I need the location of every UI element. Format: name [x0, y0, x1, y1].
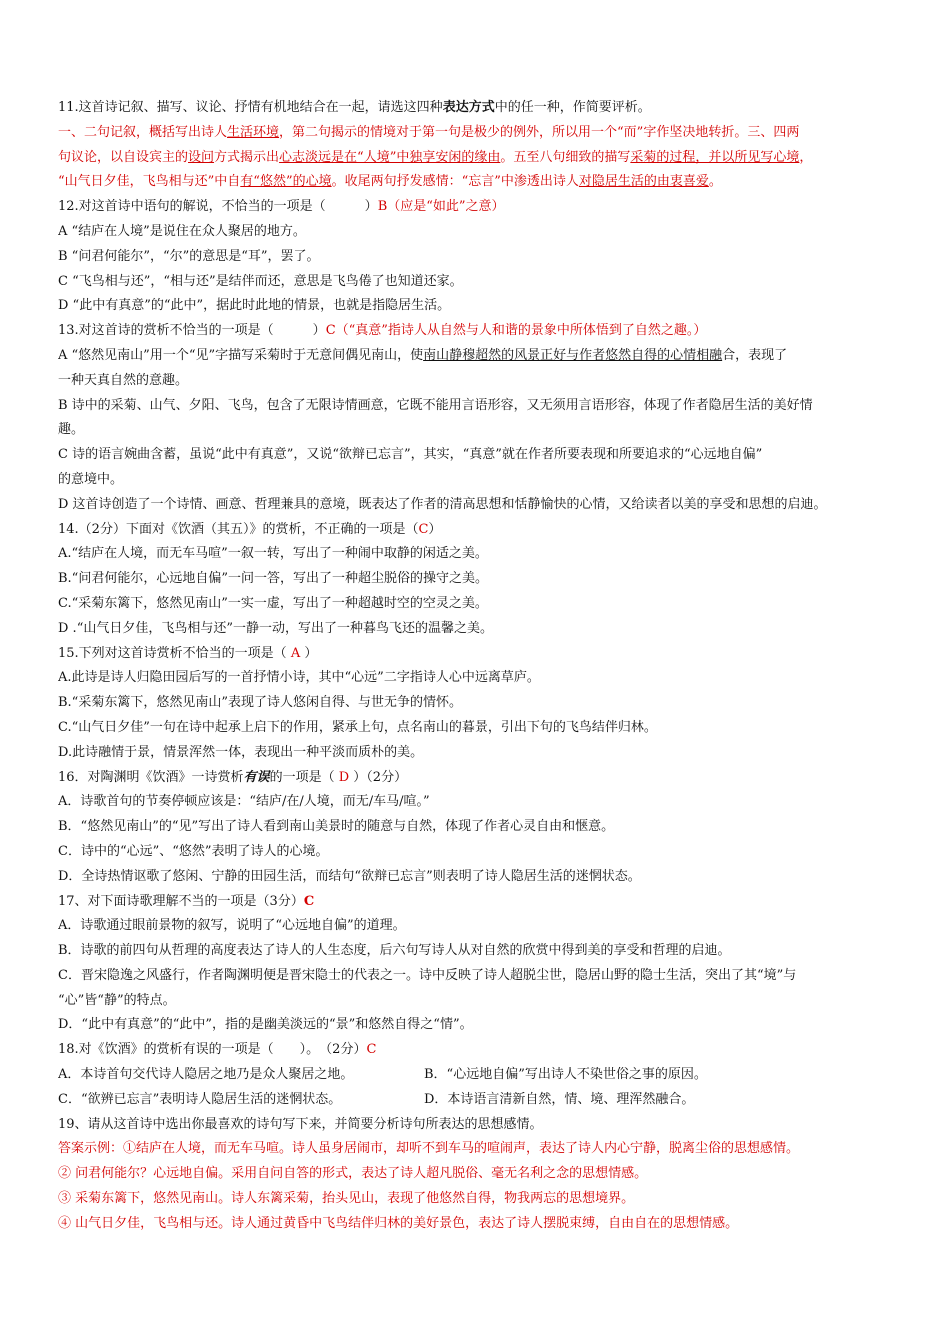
q15-option-b: B.“采菊东篱下，悠然见南山”表现了诗人悠闲自得、与世无争的情怀。 [58, 695, 462, 711]
q16-option-b: B．“悠然见南山”的“见”写出了诗人看到南山美景时的随意与自然，体现了作者心灵自由和惬意。 [58, 819, 615, 835]
q13-option-a-cont: 一种天真自然的意趣。 [58, 372, 189, 388]
q13-option-b: B 诗中的采菊、山气、夕阳、飞鸟，包含了无限诗情画意，它既不能用言语形容，又无须用言语形容，体现了作者隐居生活的美好情 [58, 397, 813, 413]
q14-option-b: B.“问君何能尔，心远地自偏”一问一答，写出了一种超尘脱俗的操守之美。 [58, 571, 488, 587]
q16-option-a: A．诗歌首句的节奏停顿应该是：“结庐/在/人境，而无/车马/喧。” [58, 794, 430, 810]
q13-option-c: C 诗的语言婉曲含蓄，虽说“此中有真意”，又说“欲辩已忘言”，其实，“真意”就在作者所要表现和所要追求的“心远地自偏” [58, 447, 763, 463]
q16-answer: D [338, 769, 350, 785]
q16-stem: 16．对陶渊明《饮酒》一诗赏析有误的一项是（ D ）（2分） [58, 769, 408, 785]
q12-stem: 12.对这首诗中语句的解说，不恰当的一项是（ ）B（应是“如此”之意） [58, 199, 505, 215]
q17-stem: 17、对下面诗歌理解不当的一项是（3分）C [58, 893, 315, 909]
q15-option-a: A.此诗是诗人归隐田园后写的一首抒情小诗，其中“心远”二字指诗人心中远离草庐。 [58, 670, 540, 686]
q16-option-c: C．诗中的“心远”、“悠然”表明了诗人的心境。 [58, 843, 329, 859]
q13-answer: C（“真意”指诗人从自然与人和谐的景象中所体悟到了自然之趣。） [325, 323, 707, 339]
q11-answer-line-1: 一、二句记叙，概括写出诗人生活环境，第二句揭示的情境对于第一句是极少的例外，所以用一个“而”字作坚决地转折。三、四两 [58, 124, 800, 140]
q18-stem: 18.对《饮酒》的赏析有误的一项是（ ）。 （2分）C [58, 1042, 377, 1058]
q13-option-b-cont: 趣。 [58, 422, 85, 438]
q11-stem: 11.这首诗记叙、描写、议论、抒情有机地结合在一起，请选这四种表达方式中的任一种，作简要评析。 [58, 100, 651, 115]
q13-option-c-cont: 的意境中。 [58, 471, 124, 487]
q14-option-a: A.“结庐在人境，而无车马喧”一叙一转，写出了一种闹中取静的闲适之美。 [58, 546, 488, 562]
document-page [58, 96, 894, 1237]
q17-option-c-cont: “心”皆“静”的特点。 [58, 992, 176, 1008]
q17-option-a: A．诗歌通过眼前景物的叙写，说明了“心远地自偏”的道理。 [58, 918, 406, 934]
q15-answer: A [290, 645, 301, 661]
q16-option-d: D．全诗热情讴歌了悠闲、宁静的田园生活，而结句“欲辩已忘言”则表明了诗人隐居生活的迷惘状态。 [58, 868, 641, 884]
q17-option-d: D．“此中有真意”的“此中”，指的是幽美淡远的“景”和悠然自得之“情”。 [58, 1017, 473, 1033]
q17-option-b: B．诗歌的前四句从哲理的高度表达了诗人的人生态度，后六句写诗人从对自然的欣赏中得到美的享受和哲理的启迪。 [58, 943, 731, 959]
q19-answer-4: ④ 山气日夕佳，飞鸟相与还。诗人通过黄昏中飞鸟结伴归林的美好景色，表达了诗人摆脱束缚，自由自在的思想情感。 [58, 1215, 739, 1231]
q12-answer: B（应是“如此”之意） [377, 199, 505, 215]
q18-option-a: A．本诗首句交代诗人隐居之地乃是众人聚居之地。 [58, 1067, 354, 1083]
q11-answer-line-3: “山气日夕佳，飞鸟相与还”中自有“悠然”的心境。收尾两句抒发感情：“忘言”中渗透出诗人对隐居生活的由衷喜爱。 [58, 174, 722, 190]
q12-option-b: B “问君何能尔”，“尔”的意思是“耳”，罢了。 [58, 248, 320, 264]
q14-option-d: D .“山气日夕佳，飞鸟相与还”一静一动，写出了一种暮鸟飞还的温馨之美。 [58, 620, 493, 636]
q19-stem: 19、请从这首诗中选出你最喜欢的诗句写下来，并简要分析诗句所表达的思想感情。 [58, 1116, 543, 1132]
q14-stem: 14.（2分）下面对《饮酒（其五）》的赏析，不正确的一项是（C） [58, 521, 442, 537]
q17-answer: C [303, 893, 315, 909]
q19-answer-1: 答案示例：①结庐在人境，而无车马喧。诗人虽身居闹市，却听不到车马的喧闹声，表达了诗人内心宁静，脱离尘俗的思想感情。 [58, 1141, 800, 1157]
q12-option-a: A “结庐在人境”是说住在众人聚居的地方。 [58, 223, 306, 239]
q13-option-d: D 这首诗创造了一个诗情、画意、哲理兼具的意境，既表达了作者的清高思想和恬静愉快的心情，又给读者以美的享受和思想的启迪。 [58, 496, 827, 512]
q18-option-d: D．本诗语言清新自然，情、境、理浑然融合。 [424, 1091, 695, 1107]
q14-option-c: C.“采菊东篱下，悠然见南山”一实一虚，写出了一种超越时空的空灵之美。 [58, 595, 488, 611]
q18-options-row-2 [58, 1088, 894, 1113]
q19-answer-2: ② 问君何能尔？心远地自偏。采用自问自答的形式，表达了诗人超凡脱俗、毫无名利之念的思想情感。 [58, 1166, 648, 1182]
q14-answer: C [418, 521, 429, 537]
q15-option-c: C.“山气日夕佳”一句在诗中起承上启下的作用，紧承上句，点名南山的暮景，引出下句的飞鸟结伴归林。 [58, 719, 657, 735]
q13-stem: 13.对这首诗的赏析不恰当的一项是（ ）C（“真意”指诗人从自然与人和谐的景象中所体悟到了自然之趣。） [58, 323, 707, 339]
q13-option-a: A “悠然见南山”用一个“见”字描写采菊时于无意间偶见南山，使南山静穆超然的风景正好与作者悠然自得的心情相融合，表现了 [58, 347, 788, 363]
q15-option-d: D.此诗融情于景，情景浑然一体，表现出一种平淡而质朴的美。 [58, 744, 424, 760]
q18-options-row-1 [58, 1063, 894, 1088]
q11-answer-line-2: 句议论，以自设宾主的设问方式揭示出心志淡远是在“人境”中独享安闲的缘由。五至八句细致的描写采菊的过程，并以所见写心境， [58, 149, 813, 165]
q15-stem: 15.下列对这首诗赏析不恰当的一项是（ A ） [58, 645, 318, 661]
q17-option-c: C．晋宋隐逸之风盛行，作者陶渊明便是晋宋隐士的代表之一。诗中反映了诗人超脱尘世，隐居山野的隐士生活，突出了其“境”与 [58, 967, 797, 983]
q18-option-c: C．“欲辨已忘言”表明诗人隐居生活的迷惘状态。 [58, 1091, 342, 1107]
q19-answer-3: ③ 采菊东篱下，悠然见南山。诗人东篱采菊，抬头见山，表现了他悠然自得，物我两忘的思想境界。 [58, 1191, 635, 1207]
q18-option-b: B．“心远地自偏”写出诗人不染世俗之事的原因。 [424, 1067, 707, 1083]
q18-answer: C [366, 1042, 377, 1058]
q12-option-d: D “此中有真意”的“此中”，据此时此地的情景，也就是指隐居生活。 [58, 298, 451, 314]
q12-option-c: C “飞鸟相与还”，“相与还”是结伴而还，意思是飞鸟倦了也知道还家。 [58, 273, 463, 289]
